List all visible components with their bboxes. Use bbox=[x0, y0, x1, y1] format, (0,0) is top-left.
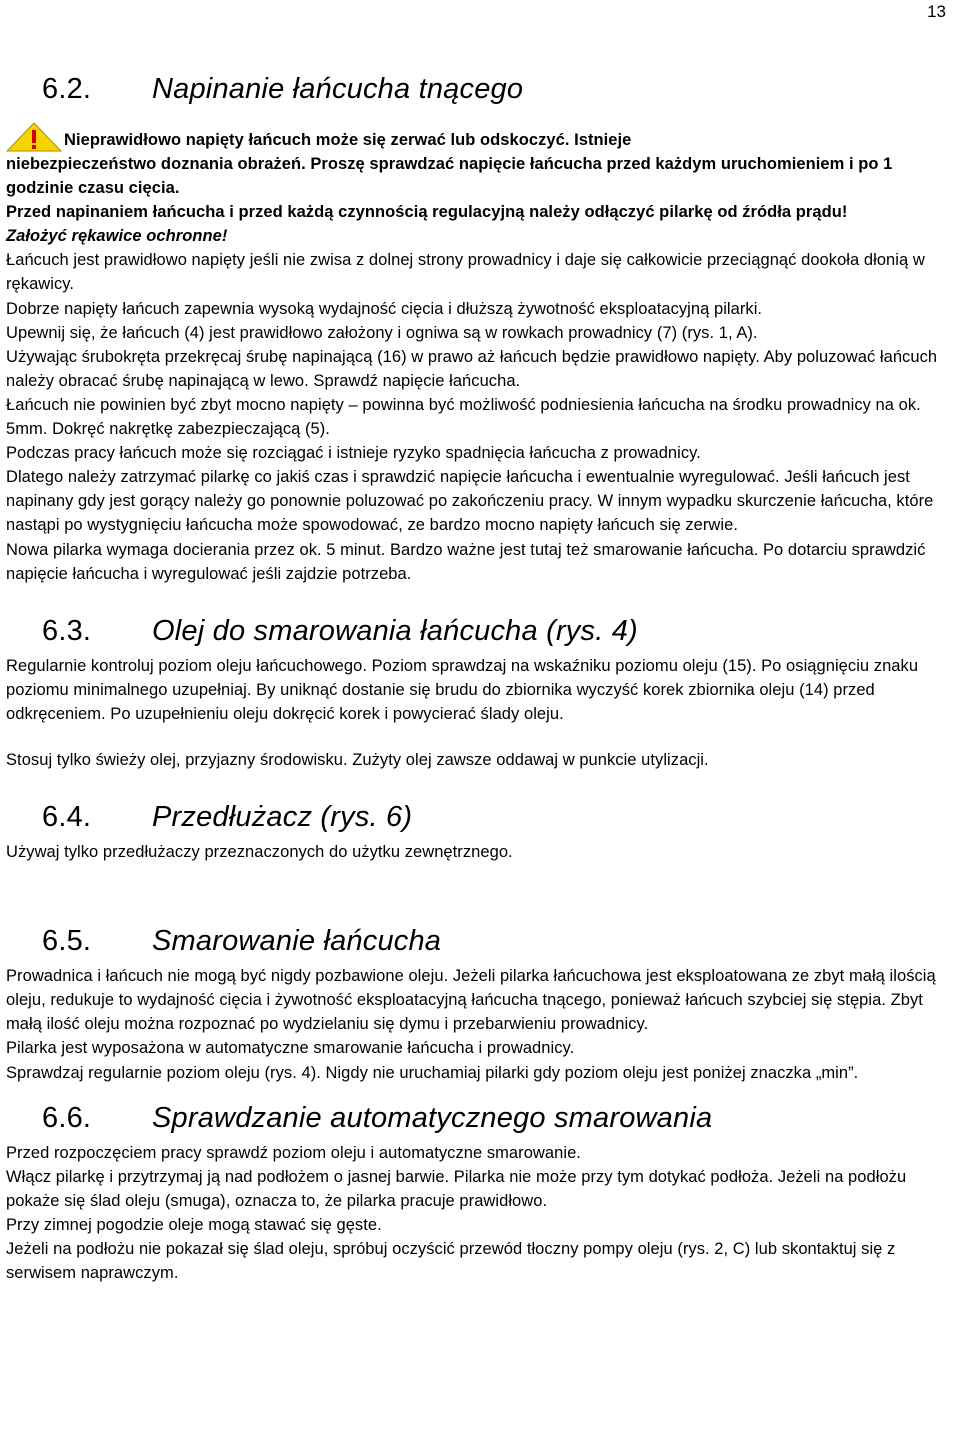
section-number: 6.3. bbox=[42, 614, 92, 647]
section-title: Smarowanie łańcucha bbox=[152, 925, 442, 958]
section-heading-6-5 bbox=[6, 918, 956, 964]
paragraph: Podczas pracy łańcuch może się rozciągać i istnieje ryzyko spadnięcia łańcucha z prowadnicy. bbox=[6, 444, 701, 463]
page-content bbox=[6, 66, 956, 1285]
warning-gloves: Założyć rękawice ochronne! bbox=[6, 227, 228, 246]
paragraph: Stosuj tylko świeży olej, przyjazny środowisku. Zużyty olej zawsze oddawaj w punkcie utylizacji. bbox=[6, 750, 709, 769]
paragraph: Łańcuch jest prawidłowo napięty jeśli nie zwisa z dolnej strony prowadnicy i daje się całkowicie przeciągnąć dookoła dłonią w rękawicy. bbox=[6, 251, 925, 294]
section-title: Napinanie łańcucha tnącego bbox=[152, 73, 524, 105]
warning-line bbox=[6, 122, 956, 152]
section-number: 6.5. bbox=[42, 925, 92, 958]
paragraph: Dlatego należy zatrzymać pilarkę co jakiś czas i sprawdzić napięcie łańcucha i ewentualnie wyregulować. Jeśli łańcuch jest napinany gdy jest gorący należy go ponownie poluzować po zakończeniu pracy. W innym wypadku skurczenie łańcucha, które nastąpi po wystygnięciu łańcucha może spowodować, ze bardzo mocno napięty łańcuch się zerwie. bbox=[6, 468, 934, 535]
warning-triangle-icon bbox=[6, 122, 62, 152]
section-title: Olej do smarowania łańcucha (rys. 4) bbox=[152, 614, 638, 647]
section-heading-6-4 bbox=[6, 794, 956, 840]
section-title: Sprawdzanie automatycznego smarowania bbox=[152, 1101, 713, 1134]
paragraph: Jeżeli na podłożu nie pokazał się ślad oleju, spróbuj oczyścić przewód tłoczny pompy oleju (rys. 2, C) lub skontaktuj się z serwisem naprawczym. bbox=[6, 1240, 896, 1283]
paragraph: Łańcuch nie powinien być zbyt mocno napięty – powinna być możliwość podniesienia łańcucha na środku prowadnicy na ok. 5mm. Dokręć nakrętkę zabezpieczającą (5). bbox=[6, 395, 921, 439]
paragraph: Pilarka jest wyposażona w automatyczne smarowanie łańcucha i prowadnicy. bbox=[6, 1039, 575, 1058]
section-heading-6-2 bbox=[6, 66, 956, 112]
paragraph: Prowadnica i łańcuch nie mogą być nigdy pozbawione oleju. Jeżeli pilarka łańcuchowa jest eksploatowana ze zbyt małą ilością oleju, redukuje to wydajność cięcia i żywotność eksploatacyjną łańcucha tnącego, ponieważ łańcuch szybciej się stępia. Zbyt małą ilość oleju można rozpoznać po wydzielaniu się dymu i przebarwieniu prowadnicy. bbox=[6, 967, 936, 1034]
warning-disconnect: Przed napinaniem łańcucha i przed każdą czynnością regulacyjną należy odłączyć pilarkę od źródła prądu! bbox=[6, 203, 848, 222]
section-number: 6.2. bbox=[42, 73, 92, 105]
section-heading-6-6 bbox=[6, 1095, 956, 1141]
paragraph: Używaj tylko przedłużaczy przeznaczonych do użytku zewnętrznego. bbox=[6, 843, 513, 862]
paragraph: Upewnij się, że łańcuch (4) jest prawidłowo założony i ogniwa są w rowkach prowadnicy (7) (rys. 1, A). bbox=[6, 323, 758, 342]
paragraph: Sprawdzaj regularnie poziom oleju (rys. 4). Nigdy nie uruchamiaj pilarki gdy poziom oleju jest poniżej znaczka „min”. bbox=[6, 1063, 859, 1082]
section-heading-6-3 bbox=[6, 608, 956, 654]
page-number: 13 bbox=[927, 2, 946, 21]
paragraph: Dobrze napięty łańcuch zapewnia wysoką wydajność cięcia i dłuższą żywotność eksploatacyjną pilarki. bbox=[6, 299, 763, 318]
paragraph: Nowa pilarka wymaga docierania przez ok. 5 minut. Bardzo ważne jest tutaj też smarowanie łańcucha. Po dotarciu sprawdzić napięcie łańcucha i wyregulować jeśli zajdzie potrzeba. bbox=[6, 540, 926, 583]
paragraph: Regularnie kontroluj poziom oleju łańcuchowego. Poziom sprawdzaj na wskaźniku poziomu oleju (15). Po osiągnięciu znaku poziomu minimalnego uzupełniaj. By uniknąć dostanie się brudu do zbiornika wyczyść korek zbiornika oleju (14) przed odkręceniem. Po uzupełnieniu oleju dokręcić korek i powycierać ślady oleju. bbox=[6, 656, 919, 723]
paragraph: Używając śrubokręta przekręcaj śrubę napinającą (16) w prawo aż łańcuch będzie prawidłowo napięty. Aby poluzować łańcuch należy obracać śrubę napinającą w lewo. Sprawdź napięcie łańcucha. bbox=[6, 347, 938, 390]
warning-text: Nieprawidłowo napięty łańcuch może się zerwać lub odskoczyć. Istnieje bbox=[64, 130, 632, 149]
section-title: Przedłużacz (rys. 6) bbox=[152, 801, 413, 834]
section-number: 6.4. bbox=[42, 801, 92, 834]
paragraph: Przed rozpoczęciem pracy sprawdź poziom oleju i automatyczne smarowanie. bbox=[6, 1143, 581, 1162]
paragraph: Włącz pilarkę i przytrzymaj ją nad podłożem o jasnej barwie. Pilarka nie może przy tym dotykać podłoża. Jeżeli na podłożu pokaże się ślad oleju (smuga), oznacza to, że pilarka pracuje prawidłowo. bbox=[6, 1167, 907, 1210]
warning-text-continued: niebezpieczeństwo doznania obrażeń. Proszę sprawdzać napięcie łańcucha przed każdym uruchomieniem i po 1 godzinie czasu cięcia. bbox=[6, 155, 893, 198]
section-number: 6.6. bbox=[42, 1101, 92, 1134]
paragraph: Przy zimnej pogodzie oleje mogą stawać się gęste. bbox=[6, 1215, 382, 1234]
